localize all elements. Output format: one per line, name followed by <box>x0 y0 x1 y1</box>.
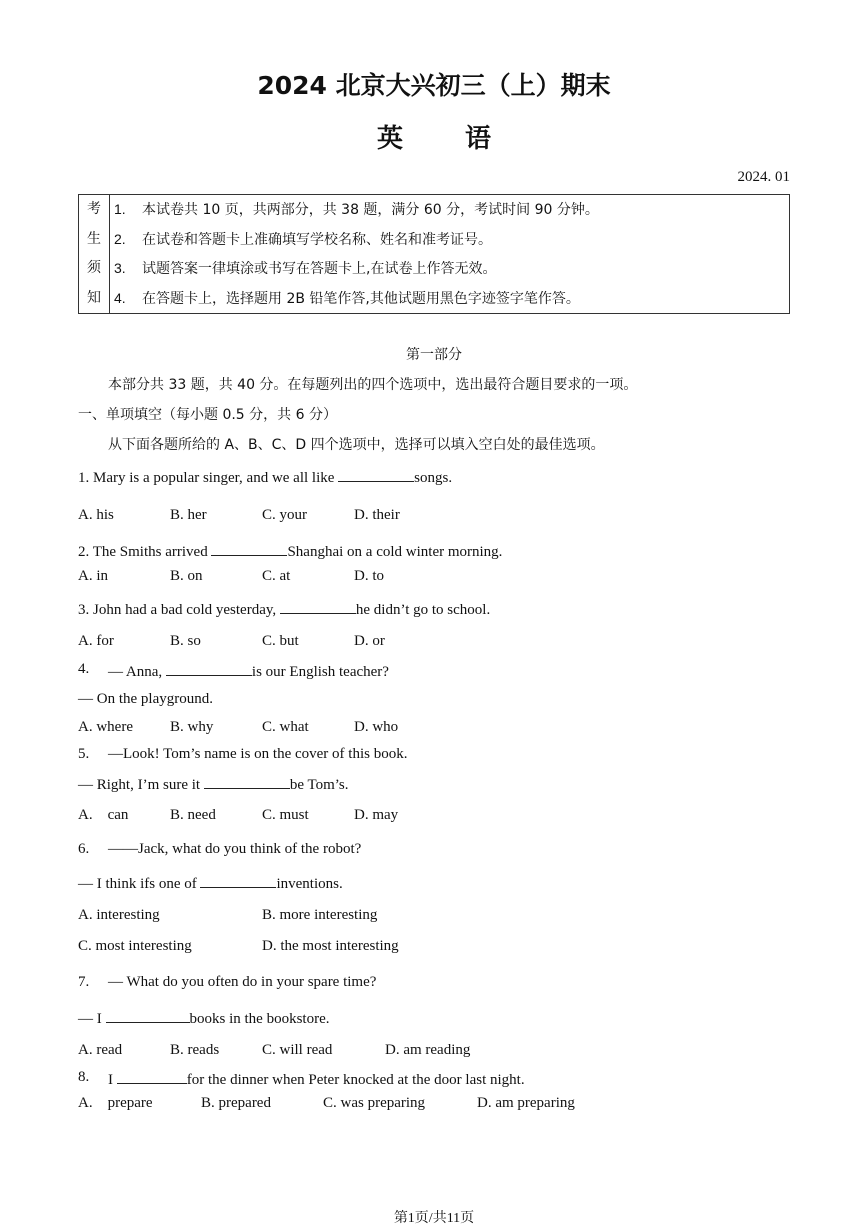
notice-side-char: 考 <box>87 201 101 217</box>
question-1 <box>78 467 452 487</box>
option: A. his <box>78 507 114 523</box>
notice-rule <box>110 284 789 314</box>
question-text: is our English teacher? <box>251 664 389 680</box>
page-title: 2024 北京大兴初三（上）期末 <box>257 71 611 100</box>
question-text: songs. <box>414 470 453 486</box>
option: A. prepare <box>78 1095 153 1111</box>
question-4 <box>108 661 389 681</box>
question-8 <box>108 1069 525 1089</box>
question-text: Shanghai on a cold winter morning. <box>287 544 503 560</box>
question-6 <box>78 873 343 893</box>
subject-title: 英语 <box>376 124 553 154</box>
option: D. to <box>354 568 384 584</box>
option: D. their <box>354 507 400 523</box>
question-text: inventions. <box>276 876 343 892</box>
question-number: 4. <box>78 661 90 677</box>
option: D. the most interesting <box>262 938 399 954</box>
option: D. or <box>354 633 385 649</box>
question-text: he didn’t go to school. <box>355 602 491 618</box>
notice-side-char: 须 <box>87 260 101 276</box>
question-7 <box>78 1008 330 1028</box>
option: C. must <box>262 807 309 823</box>
question-text: 3. John had a bad cold yesterday, <box>78 602 280 618</box>
option: C. but <box>262 633 299 649</box>
question-number: 6. <box>78 841 90 857</box>
rule-text: 本试卷共 10 页，共两部分，共 38 题，满分 60 分，考试时间 90 分钟。 <box>142 202 599 218</box>
question-7-prompt: — What do you often do in your spare time? <box>108 974 377 990</box>
rule-number: 2. <box>114 230 126 247</box>
option: D. may <box>354 807 399 823</box>
page-footer: 第1页/共11页 <box>393 1211 475 1226</box>
option: B. prepared <box>201 1095 271 1111</box>
option: C. will read <box>262 1042 333 1058</box>
option: C. what <box>262 719 309 735</box>
rule-number: 1. <box>114 201 126 217</box>
option: B. so <box>170 633 201 649</box>
option: B. why <box>170 719 214 735</box>
option: A. can <box>78 807 129 823</box>
part-heading: 第一部分 <box>406 347 462 363</box>
rule-number: 3. <box>114 260 126 276</box>
part-intro: 本部分共 33 题，共 40 分。在每题列出的四个选项中，选出最符合题目要求的一项。 <box>108 377 638 393</box>
answer-blank <box>338 467 414 482</box>
option: A. for <box>78 633 114 649</box>
question-5 <box>78 774 349 794</box>
rule-text: 试题答案一律填涂或书写在答题卡上,在试卷上作答无效。 <box>142 261 497 277</box>
option: D. am reading <box>385 1042 471 1058</box>
answer-blank <box>204 774 290 789</box>
option: D. am preparing <box>477 1095 575 1111</box>
notice-side-char: 生 <box>87 230 101 247</box>
question-text: — Anna, <box>108 664 166 680</box>
question-text: be Tom’s. <box>289 777 349 793</box>
question-text: — Right, I’m sure it <box>78 777 204 793</box>
question-6-prompt: ——Jack, what do you think of the robot? <box>108 841 362 857</box>
dialogue-reply: — On the playground. <box>78 691 213 707</box>
question-text: books in the bookstore. <box>189 1011 330 1027</box>
answer-blank <box>280 599 356 614</box>
question-5-prompt: —Look! Tom’s name is on the cover of this book. <box>108 746 408 762</box>
question-number: 5. <box>78 746 90 762</box>
question-text: 2. The Smiths arrived <box>78 544 212 560</box>
option: A. in <box>78 568 108 584</box>
option: C. most interesting <box>78 938 192 954</box>
option: B. more interesting <box>262 907 378 923</box>
question-text: I <box>108 1072 117 1088</box>
question-3 <box>78 599 490 619</box>
section-title: 一、单项填空（每小题 0.5 分，共 6 分） <box>78 407 337 423</box>
answer-blank <box>200 873 276 888</box>
section-instruction: 从下面各题所给的 A、B、C、D 四个选项中，选择可以填入空白处的最佳选项。 <box>108 437 605 453</box>
option: D. who <box>354 719 399 735</box>
rule-number: 4. <box>114 289 126 306</box>
option: B. on <box>170 568 203 584</box>
exam-date: 2024. 01 <box>737 169 790 185</box>
exam-notice-box <box>78 194 790 314</box>
option: B. need <box>170 807 216 823</box>
option: C. at <box>262 568 291 584</box>
answer-blank <box>211 541 287 556</box>
option: B. reads <box>170 1042 220 1058</box>
question-text: 1. Mary is a popular singer, and we all like <box>78 470 339 486</box>
question-text: — I <box>78 1011 106 1027</box>
notice-rule <box>110 254 789 284</box>
question-number: 7. <box>78 974 90 990</box>
notice-rule <box>110 225 789 255</box>
rule-text: 在答题卡上，选择题用 2B 铅笔作答,其他试题用黑色字迹签字笔作答。 <box>142 290 580 307</box>
question-text: for the dinner when Peter knocked at the door last night. <box>186 1072 525 1088</box>
notice-side-char: 知 <box>87 289 101 306</box>
answer-blank <box>117 1069 187 1084</box>
option: B. her <box>170 507 207 523</box>
question-number: 8. <box>78 1069 90 1085</box>
option: A. interesting <box>78 907 160 923</box>
notice-rule <box>110 195 789 225</box>
option: A. where <box>78 719 133 735</box>
notice-side-label <box>79 195 110 314</box>
question-2 <box>78 541 502 561</box>
notice-rules <box>110 195 790 314</box>
rule-text: 在试卷和答题卡上准确填写学校名称、姓名和准考证号。 <box>142 231 492 248</box>
answer-blank <box>166 661 252 676</box>
option: A. read <box>78 1042 123 1058</box>
answer-blank <box>106 1008 190 1023</box>
question-text: — I think ifs one of <box>78 876 201 892</box>
option: C. your <box>262 507 307 523</box>
option: C. was preparing <box>323 1095 426 1111</box>
